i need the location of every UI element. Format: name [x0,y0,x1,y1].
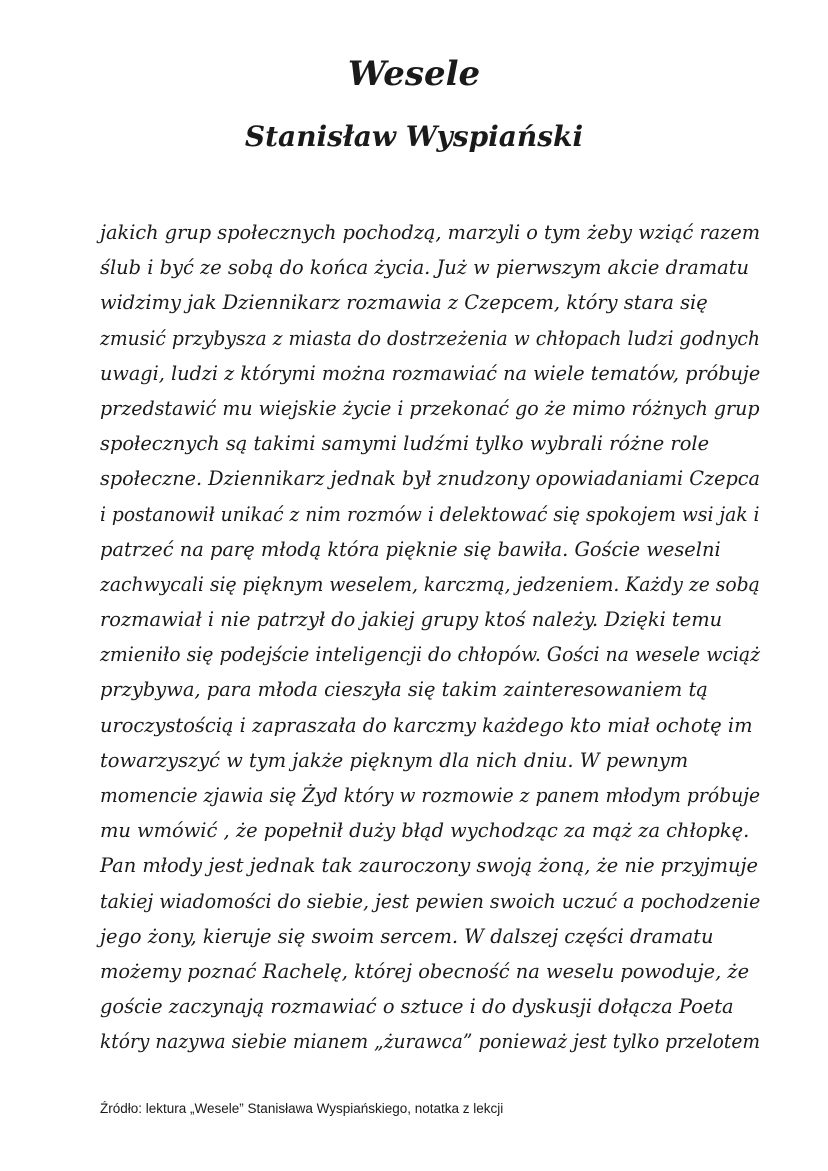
text-line: przedstawić mu wiejskie życie i przekonać go że mimo różnych grup [100,396,760,420]
text-line: zachwycali się pięknym weselem, karczmą, jedzeniem. Każdy ze sobą [100,572,760,596]
text-line: towarzyszyć w tym jakże pięknym dla nich dniu. W pewnym [100,748,689,772]
text-line: uroczystością i zapraszała do karczmy każdego kto miał ochotę im [100,713,753,737]
text-line: jakich grup społecznych pochodzą, marzyli o tym żeby wziąć razem [100,221,761,244]
text-line: widzimy jak Dziennikarz rozmawia z Czepcem, który stara się [100,291,708,315]
text-line: przybywa, para młoda cieszyła się takim zainteresowaniem tą [100,678,708,702]
source-note: Źródło: lektura „Wesele” Stanisława Wyspiańskiego, notatka z lekcji [100,1101,504,1116]
text-line: społeczne. Dziennikarz jednak był znudzony opowiadaniami Czepca [100,467,761,491]
text-line: Pan młody jest jednak tak zauroczony swoją żoną, że nie przyjmuje [100,854,758,878]
text-line: jego żony, kieruje się swoim sercem. W dalszej części dramatu [100,924,714,948]
document-author: Stanisław Wyspiański [244,120,584,153]
text-line: patrzeć na parę młodą która pięknie się bawiła. Goście weselni [100,537,721,561]
text-line: możemy poznać Rachelę, której obecność na weselu powoduje, że [100,959,750,983]
text-line: który nazywa siebie mianem „żurawca” ponieważ jest tylko przelotem [100,1030,760,1054]
text-line: społecznych są takimi samymi ludźmi tylko wybrali różne role [100,432,710,456]
text-line: rozmawiał i nie patrzył do jakiej grupy ktoś należy. Dzięki temu [100,608,723,632]
text-line: ślub i być ze sobą do końca życia. Już w pierwszym akcie dramatu [100,256,749,280]
body-text [100,215,760,1060]
text-line: takiej wiadomości do siebie, jest pewien swoich uczuć a pochodzenie [100,889,761,913]
text-line: mu wmówić , że popełnił duży błąd wychodząc za mąż za chłopkę. [100,819,750,843]
document-title: Wesele [347,54,481,94]
text-line: zmusić przybysza z miasta do dostrzeżenia w chłopach ludzi godnych [100,326,761,350]
text-line: i postanowił unikać z nim rozmów i delektować się spokojem wsi jak i [100,502,760,526]
text-line: zmieniło się podejście inteligencji do chłopów. Gości na wesele wciąż [100,643,761,667]
text-line: goście zaczynają rozmawiać o sztuce i do dyskusji dołącza Poeta [100,995,734,1019]
text-line: uwagi, ludzi z którymi można rozmawiać na wiele tematów, próbuje [100,361,761,385]
text-line: momencie zjawia się Żyd który w rozmowie z panem młodym próbuje [100,784,761,807]
